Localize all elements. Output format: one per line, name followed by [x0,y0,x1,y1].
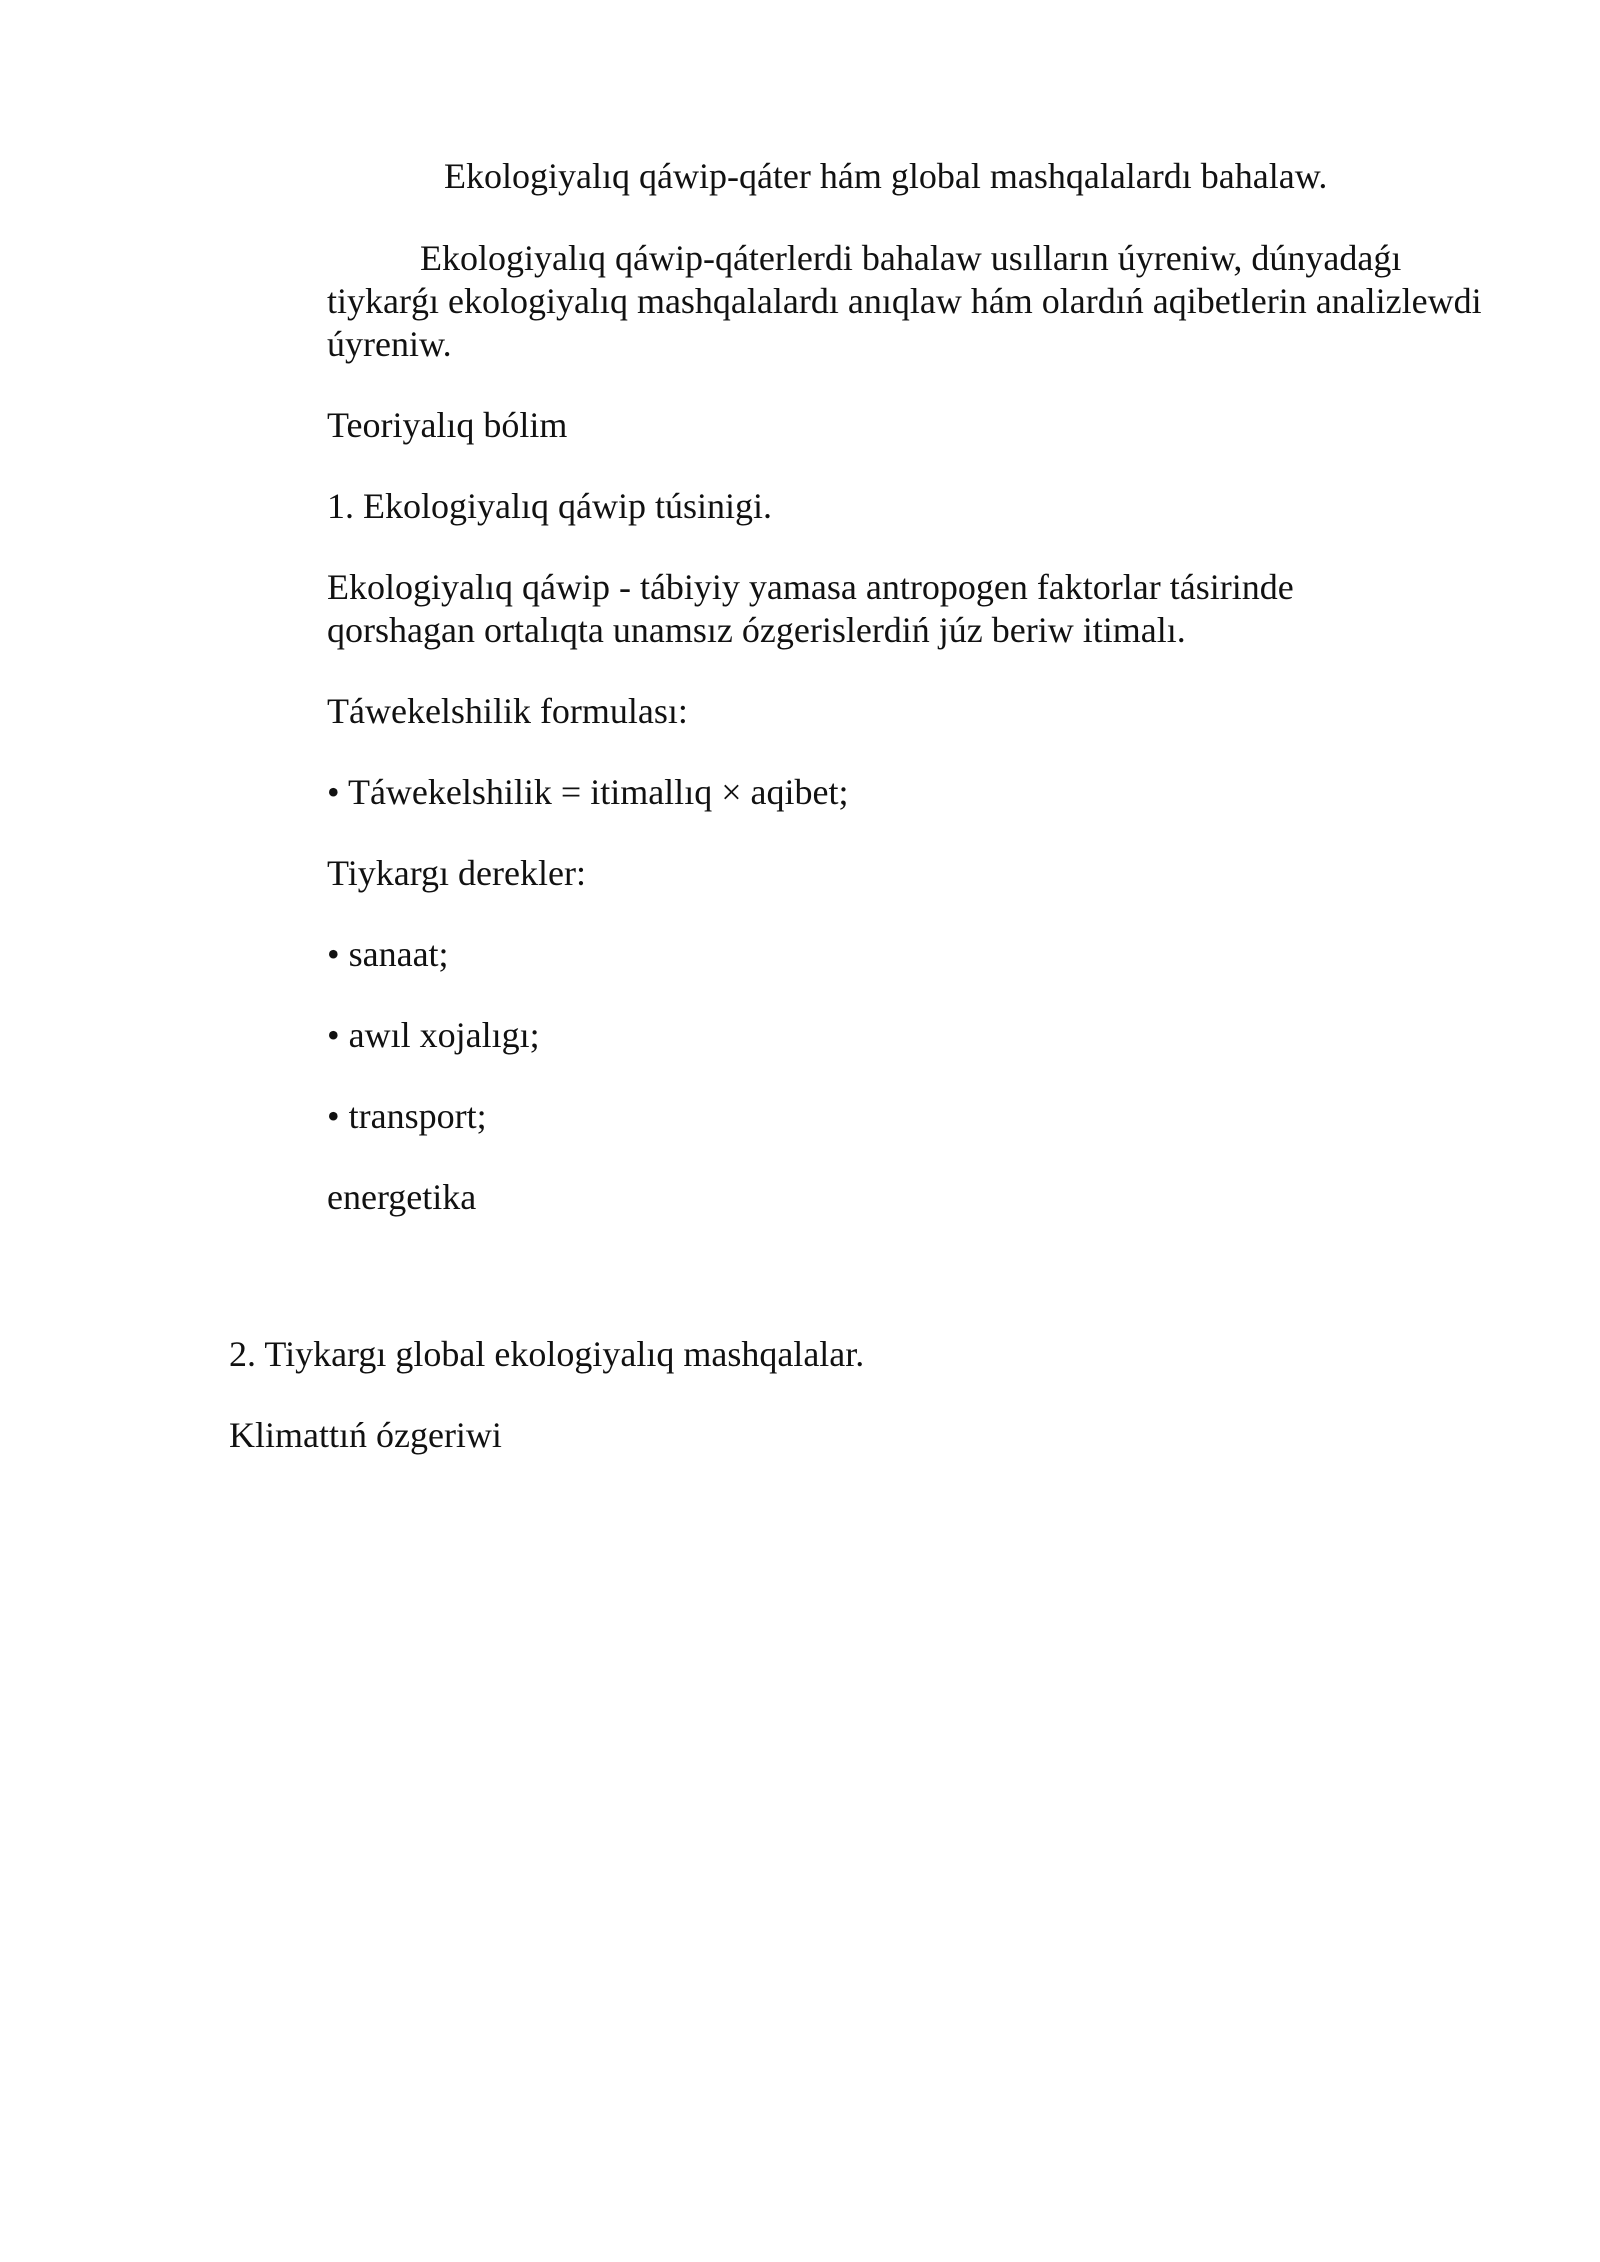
source-item: • transport; [327,1096,487,1136]
formula-item: • Táwekelshilik = itimallıq × aqibet; [327,772,849,812]
intro-paragraph: Ekologiyalıq qáwip-qáterlerdi bahalaw usılların úyreniw, dúnyadaǵı tiykarǵı ekologiyalıq mashqalalardı anıqlaw hám olardıń aqibetlerin analizlewdi úyreniw. [327,238,1482,364]
definition-paragraph: Ekologiyalıq qáwip - tábiyiy yamasa antropogen faktorlar tásirinde qorshagan ortalıqta unamsız ózgerislerdiń júz beriw itimalı. [327,567,1294,650]
formula-heading: Táwekelshilik formulası: [327,691,688,731]
source-item: energetika [327,1177,477,1217]
subsection-2-heading: 2. Tiykargı global ekologiyalıq mashqalalar. [229,1334,865,1374]
climate-change-heading: Klimattıń ózgeriwi [229,1415,502,1455]
sources-heading: Tiykargı derekler: [327,853,586,893]
document-title: Ekologiyalıq qáwip-qáter hám global mashqalalardı bahalaw. [444,156,1328,196]
source-item: • awıl xojalıgı; [327,1015,540,1055]
source-item: • sanaat; [327,934,449,974]
subsection-1-heading: 1. Ekologiyalıq qáwip túsinigi. [327,486,772,526]
section-theory-heading: Teoriyalıq bólim [327,405,568,445]
